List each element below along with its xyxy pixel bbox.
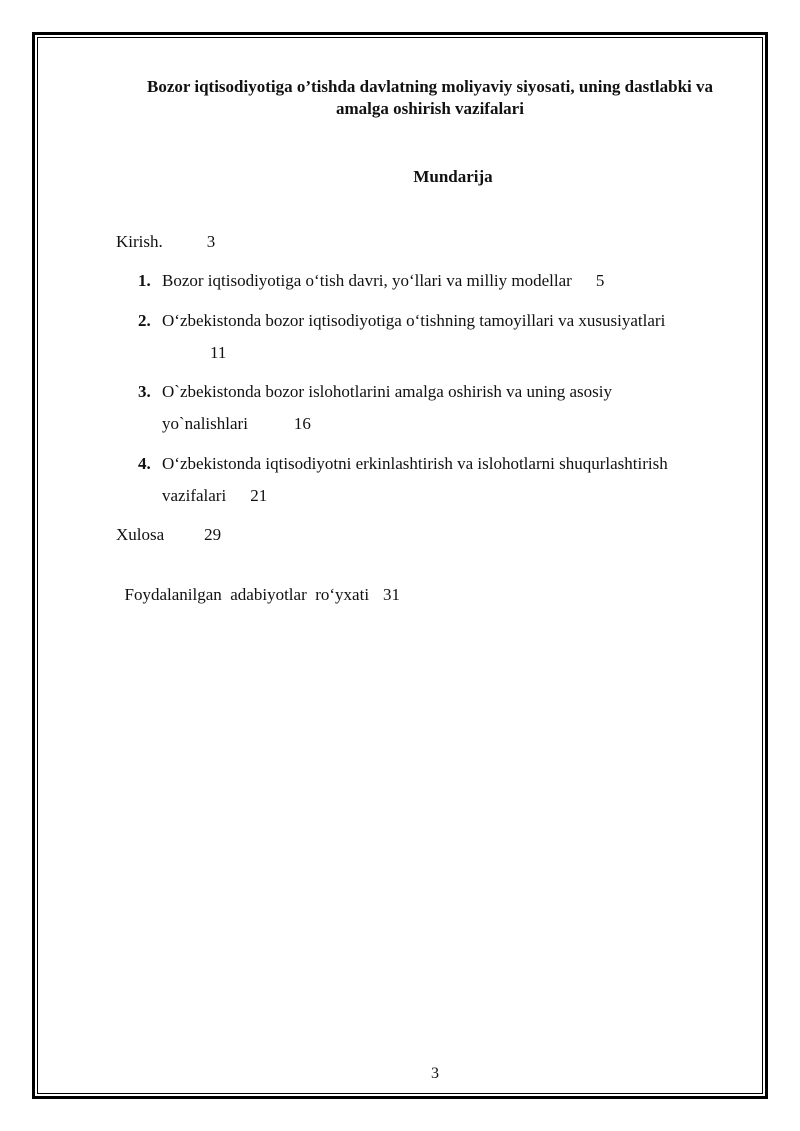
toc-conclusion	[116, 525, 221, 545]
toc-item-title-cont: yo`nalishlari	[162, 414, 248, 433]
toc-item-title: O‘zbekistonda iqtisodiyotni erkinlashtirish va islohotlarni shuqurlashtirish	[162, 454, 668, 473]
toc-item-title: Bozor iqtisodiyotiga o‘tish davri, yo‘llari va milliy modellar	[162, 271, 572, 290]
toc-item-page: 5	[595, 271, 605, 290]
document-title	[110, 76, 750, 120]
toc-intro-label: Kirish.	[116, 232, 163, 251]
toc-item-3-cont	[162, 414, 311, 434]
toc-item-page: 16	[293, 414, 311, 433]
toc-item-number: 1.	[138, 271, 151, 290]
toc-item-4-cont	[162, 486, 267, 506]
toc-item-2-page: 11	[210, 343, 227, 362]
title-line-1: Bozor iqtisodiyotiga o’tishda davlatning moliyaviy siyosati, uning dastlabki va	[147, 77, 713, 96]
toc-item-number: 2.	[138, 311, 151, 330]
toc-item-title: O‘zbekistonda bozor iqtisodiyotiga o‘tishning tamoyillari va xususiyatlari	[162, 311, 666, 330]
toc-item-number: 4.	[138, 454, 151, 473]
toc-item-title: O`zbekistonda bozor islohotlarini amalga oshirish va uning asosiy	[162, 382, 612, 401]
toc-item-page: 21	[250, 486, 268, 505]
toc-references-label: Foydalanilgan adabiyotlar ro‘yxati	[124, 585, 370, 604]
toc-heading: Mundarija	[413, 167, 493, 186]
toc-references-page: 31	[383, 585, 401, 604]
toc-item-4	[138, 454, 668, 474]
toc-item-2	[138, 311, 665, 331]
toc-item-number: 3.	[138, 382, 151, 401]
toc-conclusion-page: 29	[204, 525, 222, 544]
toc-references	[116, 565, 400, 605]
title-line-2: amalga oshirish vazifalari	[336, 99, 524, 118]
toc-intro-page: 3	[206, 232, 216, 251]
toc-conclusion-label: Xulosa	[116, 525, 165, 544]
toc-item-1	[138, 271, 604, 291]
toc-intro	[116, 232, 215, 252]
page-number: 3	[431, 1065, 439, 1082]
toc-item-3	[138, 382, 612, 402]
toc-item-title-cont: vazifalari	[162, 486, 227, 505]
